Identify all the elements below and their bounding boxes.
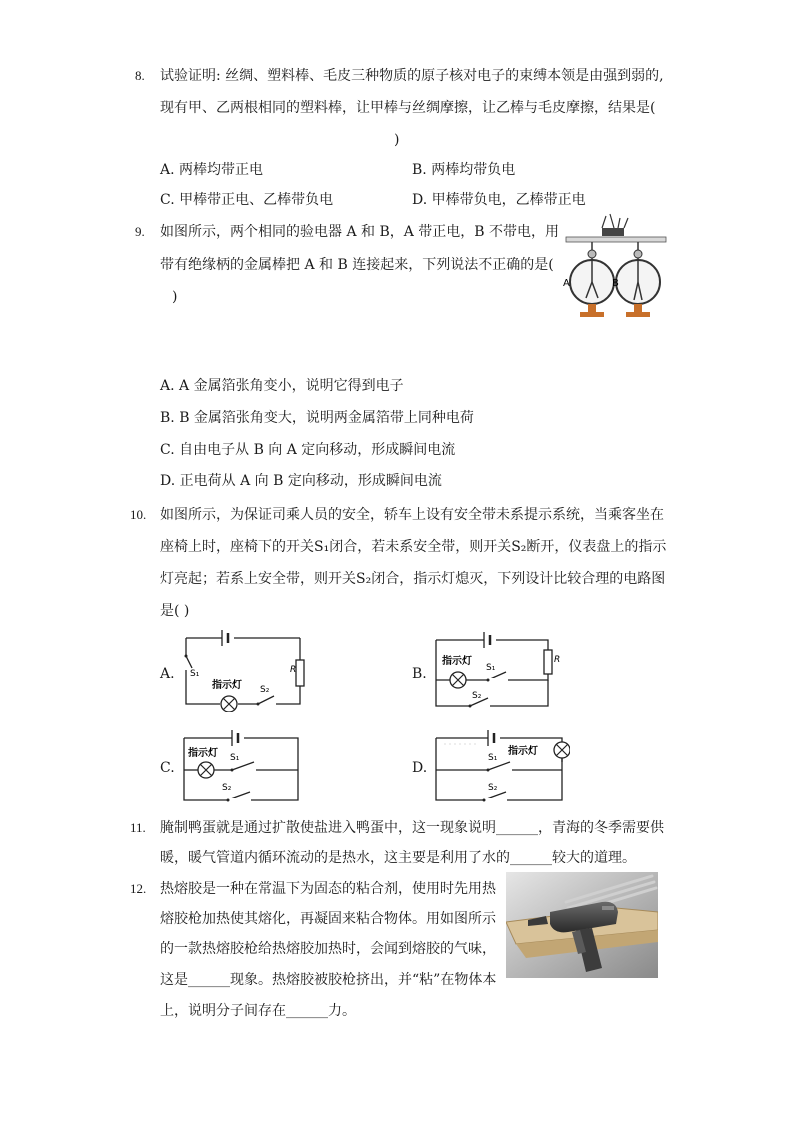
circuit-b-lamp-label: 指示灯 — [442, 656, 472, 667]
question-9-option-c[interactable]: C. 自由电子从 B 向 A 定向移动，形成瞬间电流 — [160, 442, 456, 458]
glue-gun-photo — [506, 872, 658, 978]
question-9-option-d[interactable]: D. 正电荷从 A 向 B 定向移动，形成瞬间电流 — [160, 473, 442, 489]
question-12-line-3: 的一款热熔胶枪给热熔胶加热时，会闻到熔胶的气味， — [160, 941, 496, 957]
question-9-line-3: ) — [172, 289, 178, 305]
circuit-b-r-label: R — [554, 655, 561, 665]
question-9-line-2: 带有绝缘柄的金属棒把 A 和 B 连接起来，下列说法不正确的是( — [160, 257, 554, 273]
circuit-a-r-label: R — [290, 665, 297, 675]
electroscope-label-b: B — [612, 278, 619, 289]
circuit-option-c-label[interactable]: C. — [160, 760, 175, 776]
question-10-line-3: 灯亮起；若系上安全带，则开关S₂闭合，指示灯熄灭，下列设计比较合理的电路图 — [160, 571, 666, 587]
circuit-a-s2-label: S₂ — [260, 685, 270, 695]
question-12-number: 12. — [130, 881, 147, 896]
question-12-line-2: 熔胶枪加热使其熔化，再凝固来粘合物体。用如图所示 — [160, 911, 496, 927]
question-12-line-5: 上，说明分子间存在______力。 — [160, 1003, 356, 1019]
circuit-d-s1-label: S₁ — [488, 753, 498, 763]
question-11-line-1: 腌制鸭蛋就是通过扩散使盐进入鸭蛋中，这一现象说明______，青海的冬季需要供 — [160, 820, 664, 836]
question-10-line-4: 是( ) — [160, 603, 190, 619]
question-12-line-4: 这是______现象。热熔胶被胶枪挤出，并“粘”在物体本 — [160, 972, 497, 988]
question-8-line-3: ) — [394, 132, 400, 148]
question-8-option-c[interactable]: C. 甲棒带正电、乙棒带负电 — [160, 192, 334, 208]
question-8-option-a[interactable]: A. 两棒均带正电 — [160, 162, 264, 178]
circuit-d-lamp-label: 指示灯 — [508, 746, 538, 757]
question-9-option-b[interactable]: B. B 金属箔张角变大，说明两金属箔带上同种电荷 — [160, 410, 474, 426]
circuit-a-s1-label: S₁ — [190, 669, 200, 679]
question-8-line-1: 试验证明: 丝绸、塑料棒、毛皮三种物质的原子核对电子的束缚本领是由强到弱的, — [160, 68, 664, 84]
question-10-line-1: 如图所示，为保证司乘人员的安全，轿车上设有安全带未系提示系统，当乘客坐在 — [160, 507, 664, 523]
circuit-c-s2-label: S₂ — [222, 783, 232, 793]
circuit-option-d-label[interactable]: D. — [412, 760, 428, 776]
question-8-number: 8. — [135, 68, 145, 83]
circuit-option-b[interactable] — [430, 630, 570, 714]
question-12-line-1: 热熔胶是一种在常温下为固态的粘合剂，使用时先用热 — [160, 881, 496, 897]
circuit-c-lamp-label: 指示灯 — [188, 748, 218, 759]
question-8-option-b[interactable]: B. 两棒均带负电 — [412, 162, 516, 178]
question-8-option-d[interactable]: D. 甲棒带负电，乙棒带正电 — [412, 192, 586, 208]
circuit-option-d[interactable] — [430, 728, 570, 804]
circuit-option-a[interactable] — [178, 628, 308, 712]
question-9-number: 9. — [135, 224, 145, 239]
question-9-line-1: 如图所示，两个相同的验电器 A 和 B，A 带正电，B 不带电，用 — [160, 224, 560, 240]
circuit-option-c[interactable] — [178, 728, 308, 804]
question-8-line-2: 现有甲、乙两根相同的塑料棒，让甲棒与丝绸摩擦，让乙棒与毛皮摩擦，结果是( — [160, 100, 656, 116]
question-10-line-2: 座椅上时，座椅下的开关S₁闭合，若未系安全带，则开关S₂断开，仪表盘上的指示 — [160, 539, 667, 555]
circuit-option-a-label[interactable]: A. — [160, 666, 175, 682]
circuit-d-s2-label: S₂ — [488, 783, 498, 793]
question-10-number: 10. — [130, 507, 147, 522]
question-11-number: 11. — [130, 820, 146, 835]
electroscope-label-a: A — [563, 278, 570, 289]
question-9-option-a[interactable]: A. A 金属箔张角变小，说明它得到电子 — [160, 378, 404, 394]
circuit-b-s2-label: S₂ — [472, 691, 482, 701]
circuit-b-s1-label: S₁ — [486, 663, 496, 673]
electroscope-figure — [562, 212, 670, 320]
circuit-c-s1-label: S₁ — [230, 753, 240, 763]
question-11-line-2: 暖，暖气管道内循环流动的是热水，这主要是利用了水的______较大的道理。 — [160, 850, 636, 866]
circuit-option-b-label[interactable]: B. — [412, 666, 427, 682]
circuit-a-lamp-label: 指示灯 — [212, 680, 242, 691]
